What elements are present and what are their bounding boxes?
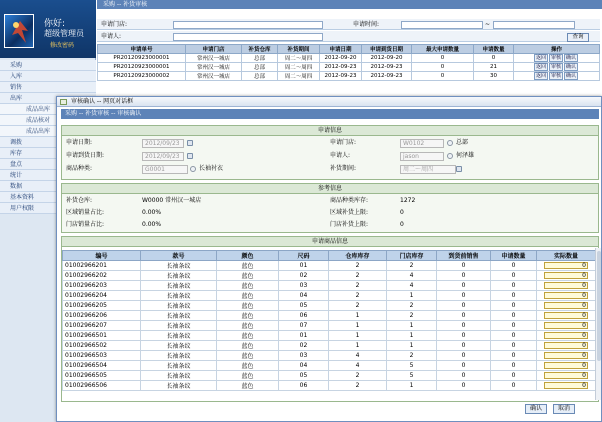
table-row bbox=[63, 351, 596, 361]
table-row bbox=[63, 321, 596, 331]
menu-item-data[interactable]: 数据 bbox=[0, 181, 96, 192]
chevron-down-icon[interactable] bbox=[456, 166, 462, 172]
actual-qty-input[interactable]: 0 bbox=[544, 312, 588, 319]
actual-qty-input[interactable]: 0 bbox=[544, 322, 588, 329]
apply-qty: 0 bbox=[491, 281, 537, 291]
table-row: PR20120923000001 常州汉一城店 总部 周二～周四 2012-09-20 2012-09-20 0 0 返回 审核 确认 bbox=[98, 54, 600, 63]
store-label: 申请门店: bbox=[101, 21, 128, 28]
color: 蓝色 bbox=[217, 281, 279, 291]
apply-info-header: 申请信息 bbox=[62, 126, 598, 136]
color: 蓝色 bbox=[217, 351, 279, 361]
warehouse-stock: 4 bbox=[329, 361, 387, 371]
size: 04 bbox=[279, 361, 329, 371]
confirm-row-button[interactable]: 确认 bbox=[566, 64, 577, 70]
col-header: 补货期间 bbox=[278, 45, 320, 54]
query-row-1 bbox=[97, 19, 600, 30]
size: 03 bbox=[279, 351, 329, 361]
warehouse-label: 补货仓库: bbox=[66, 197, 93, 204]
col-header: 仓库库存 bbox=[329, 251, 387, 261]
menu-item-basic-info[interactable]: 基本资料 bbox=[0, 192, 96, 203]
actual-qty-input[interactable]: 0 bbox=[544, 302, 588, 309]
style: 长袖条纹 bbox=[141, 281, 217, 291]
table-row bbox=[63, 311, 596, 321]
col-header: 到货前销售 bbox=[437, 251, 491, 261]
store-stock: 2 bbox=[387, 351, 437, 361]
menu-item-user-permission[interactable]: 用户权限 bbox=[0, 203, 96, 214]
style: 长袖条纹 bbox=[141, 361, 217, 371]
search-icon[interactable] bbox=[447, 153, 453, 159]
col-header: 颜色 bbox=[217, 251, 279, 261]
apply-qty: 0 bbox=[491, 381, 537, 391]
apply-qty: 0 bbox=[491, 351, 537, 361]
store-code-input[interactable]: W0102 bbox=[400, 139, 444, 148]
change-password-link[interactable]: 修改密码 bbox=[50, 42, 75, 49]
col-header: 编号 bbox=[63, 251, 141, 261]
store-stock: 2 bbox=[387, 311, 437, 321]
table-row bbox=[63, 331, 596, 341]
pre-arrival-sales: 0 bbox=[437, 301, 491, 311]
col-header: 款号 bbox=[141, 251, 217, 261]
col-header: 申请日期 bbox=[320, 45, 362, 54]
stock-value: 1272 bbox=[400, 197, 416, 204]
dialog-breadcrumb: 采购 -- 补货审核 -- 审核确认 bbox=[61, 109, 599, 119]
menu-item-stock[interactable]: 库存 bbox=[0, 148, 96, 159]
col-header: 申请单号 bbox=[98, 45, 186, 54]
applicant-name: 何泽雄 bbox=[456, 152, 475, 159]
actual-qty-input[interactable]: 0 bbox=[544, 362, 588, 369]
table-row bbox=[63, 281, 596, 291]
pre-arrival-sales: 0 bbox=[437, 261, 491, 271]
category-code-input[interactable]: G0001 bbox=[142, 165, 188, 174]
store-limit-value: 0 bbox=[400, 221, 404, 228]
store-stock: 2 bbox=[387, 301, 437, 311]
apply-qty: 0 bbox=[491, 291, 537, 301]
style: 长袖条纹 bbox=[141, 381, 217, 391]
style: 长袖条纹 bbox=[141, 321, 217, 331]
size: 04 bbox=[279, 291, 329, 301]
search-icon[interactable] bbox=[447, 140, 453, 146]
item-code: 01002966504 bbox=[63, 361, 141, 371]
color: 蓝色 bbox=[217, 381, 279, 391]
warehouse-value: W0000 常州汉一城店 bbox=[142, 197, 202, 204]
menu-item-sales[interactable]: 销售 bbox=[0, 82, 96, 93]
page-icon bbox=[60, 99, 67, 105]
style: 长袖条纹 bbox=[141, 331, 217, 341]
area-limit-value: 0 bbox=[400, 209, 404, 216]
color: 蓝色 bbox=[217, 301, 279, 311]
calendar-icon[interactable] bbox=[187, 153, 193, 159]
greeting-text: 你好: bbox=[44, 19, 66, 29]
category-name: 长袖衬衣 bbox=[199, 165, 224, 172]
time-start-input[interactable] bbox=[401, 21, 483, 29]
store-sales-value: 0.00% bbox=[142, 221, 162, 228]
color: 蓝色 bbox=[217, 271, 279, 281]
warehouse-stock: 2 bbox=[329, 381, 387, 391]
applicant-label: 申请人: bbox=[101, 33, 122, 40]
calendar-icon[interactable] bbox=[187, 140, 193, 146]
menu-sub-item[interactable]: 成品出库 bbox=[0, 104, 96, 115]
actual-qty-input[interactable]: 0 bbox=[544, 372, 588, 379]
review-button[interactable]: 审核 bbox=[550, 64, 561, 70]
item-code: 01002966505 bbox=[63, 371, 141, 381]
dialog-title: 审核确认 -- 网页对话框 bbox=[71, 98, 134, 105]
table-row bbox=[63, 341, 596, 351]
style: 长袖条纹 bbox=[141, 291, 217, 301]
col-header: 申请数量 bbox=[474, 45, 514, 54]
arrive-date-label: 申请到货日期: bbox=[66, 152, 105, 159]
col-header: 申请门店 bbox=[186, 45, 242, 54]
warehouse-stock: 2 bbox=[329, 291, 387, 301]
apply-date-input[interactable]: 2012/09/23 bbox=[142, 139, 184, 148]
store-stock: 5 bbox=[387, 371, 437, 381]
user-avatar bbox=[4, 14, 34, 48]
apply-qty: 0 bbox=[491, 271, 537, 281]
warehouse-stock: 1 bbox=[329, 311, 387, 321]
apply-info-panel bbox=[61, 125, 599, 180]
col-header: 门店库存 bbox=[387, 251, 437, 261]
menu-item-outbound[interactable]: 出库 bbox=[0, 93, 96, 104]
breadcrumb: 采购 -- 补货审核 bbox=[97, 0, 602, 9]
col-header: 申请数量 bbox=[491, 251, 537, 261]
applicant-input[interactable] bbox=[173, 33, 323, 41]
detail-scrollbar[interactable] bbox=[595, 248, 601, 400]
col-header: 补货仓库 bbox=[242, 45, 278, 54]
stock-label: 商品种类库存: bbox=[330, 197, 369, 204]
actual-qty-input[interactable]: 0 bbox=[544, 262, 588, 269]
review-button[interactable]: 审核 bbox=[550, 73, 561, 79]
period-label: 补货期间: bbox=[330, 165, 357, 172]
store-stock: 1 bbox=[387, 331, 437, 341]
store-stock: 4 bbox=[387, 271, 437, 281]
category-label: 商品种类: bbox=[66, 165, 93, 172]
item-code: 01002966503 bbox=[63, 351, 141, 361]
table-row bbox=[63, 261, 596, 271]
col-header: 操作 bbox=[514, 45, 600, 54]
pre-arrival-sales: 0 bbox=[437, 351, 491, 361]
store-stock: 4 bbox=[387, 281, 437, 291]
store-stock: 1 bbox=[387, 321, 437, 331]
color: 蓝色 bbox=[217, 291, 279, 301]
size: 06 bbox=[279, 311, 329, 321]
apply-qty: 0 bbox=[491, 371, 537, 381]
pre-arrival-sales: 0 bbox=[437, 321, 491, 331]
menu-sub-item[interactable]: 成品出库 bbox=[0, 126, 96, 137]
table-row bbox=[63, 301, 596, 311]
color: 蓝色 bbox=[217, 361, 279, 371]
size: 05 bbox=[279, 371, 329, 381]
apply-qty: 0 bbox=[491, 341, 537, 351]
confirm-button[interactable]: 确认 bbox=[525, 404, 547, 414]
item-code: 01002966205 bbox=[63, 301, 141, 311]
actual-qty-input[interactable]: 0 bbox=[544, 342, 588, 349]
col-header: 申请到货日期 bbox=[362, 45, 412, 54]
store-limit-label: 门店补货上限: bbox=[330, 221, 369, 228]
reference-panel bbox=[61, 183, 599, 233]
time-label: 申请时间: bbox=[353, 21, 380, 28]
store-input[interactable] bbox=[173, 21, 323, 29]
style: 长袖条纹 bbox=[141, 261, 217, 271]
detail-table bbox=[62, 250, 596, 391]
item-code: 01002966207 bbox=[63, 321, 141, 331]
time-sep: ~ bbox=[485, 21, 491, 28]
scrollbar-thumb[interactable] bbox=[597, 251, 601, 361]
size: 05 bbox=[279, 301, 329, 311]
style: 长袖条纹 bbox=[141, 271, 217, 281]
area-sales-label: 区域销量占比: bbox=[66, 209, 105, 216]
apply-qty: 0 bbox=[491, 301, 537, 311]
apply-qty: 0 bbox=[491, 321, 537, 331]
reference-header: 参考信息 bbox=[62, 184, 598, 194]
item-code: 01002966506 bbox=[63, 381, 141, 391]
actual-qty-input[interactable]: 0 bbox=[544, 292, 588, 299]
style: 长袖条纹 bbox=[141, 341, 217, 351]
return-button[interactable]: 返回 bbox=[535, 64, 546, 70]
cancel-button[interactable]: 取消 bbox=[553, 404, 575, 414]
applicant-code-input[interactable]: jason bbox=[400, 152, 444, 161]
confirm-row-button[interactable]: 确认 bbox=[566, 55, 577, 61]
warehouse-stock: 2 bbox=[329, 371, 387, 381]
item-code: 01002966202 bbox=[63, 271, 141, 281]
store-stock: 1 bbox=[387, 381, 437, 391]
menu-item-purchase[interactable]: 采购 bbox=[0, 60, 96, 71]
warehouse-stock: 2 bbox=[329, 281, 387, 291]
period-select[interactable]: 周二～周四 bbox=[400, 165, 456, 174]
return-button[interactable]: 返回 bbox=[535, 73, 546, 79]
item-code: 01002966204 bbox=[63, 291, 141, 301]
size: 06 bbox=[279, 381, 329, 391]
apply-qty: 0 bbox=[491, 361, 537, 371]
detail-header: 申请商品信息 bbox=[62, 237, 598, 247]
actual-qty-input[interactable]: 0 bbox=[544, 272, 588, 279]
color: 蓝色 bbox=[217, 321, 279, 331]
time-end-input[interactable] bbox=[493, 21, 575, 29]
size: 01 bbox=[279, 261, 329, 271]
table-row bbox=[63, 361, 596, 371]
size: 02 bbox=[279, 271, 329, 281]
pre-arrival-sales: 0 bbox=[437, 311, 491, 321]
warehouse-stock: 4 bbox=[329, 351, 387, 361]
color: 蓝色 bbox=[217, 341, 279, 351]
store-name: 总部 bbox=[456, 139, 469, 146]
actual-qty-input[interactable]: 0 bbox=[544, 352, 588, 359]
pre-arrival-sales: 0 bbox=[437, 371, 491, 381]
table-row bbox=[63, 271, 596, 281]
warehouse-stock: 1 bbox=[329, 341, 387, 351]
search-icon[interactable] bbox=[190, 166, 196, 172]
item-code: 01002966203 bbox=[63, 281, 141, 291]
apply-date-label: 申请日期: bbox=[66, 139, 93, 146]
menu-item-inventory[interactable]: 盘点 bbox=[0, 159, 96, 170]
style: 长袖条纹 bbox=[141, 301, 217, 311]
warehouse-stock: 1 bbox=[329, 321, 387, 331]
menu-sub-item[interactable]: 成品核对 bbox=[0, 115, 96, 126]
warehouse-stock: 2 bbox=[329, 261, 387, 271]
store-sales-label: 门店销量占比: bbox=[66, 221, 105, 228]
size: 01 bbox=[279, 331, 329, 341]
warehouse-stock: 2 bbox=[329, 301, 387, 311]
store-label: 申请门店: bbox=[330, 139, 357, 146]
size: 03 bbox=[279, 281, 329, 291]
col-header: 最大申请数量 bbox=[412, 45, 474, 54]
col-header: 实际数量 bbox=[537, 251, 596, 261]
menu-item-transfer[interactable]: 调拨 bbox=[0, 137, 96, 148]
table-row bbox=[63, 381, 596, 391]
menu-item-statistics[interactable]: 统计 bbox=[0, 170, 96, 181]
pre-arrival-sales: 0 bbox=[437, 361, 491, 371]
return-button[interactable]: 返回 bbox=[535, 55, 546, 61]
store-stock: 1 bbox=[387, 341, 437, 351]
item-code: 01002966502 bbox=[63, 341, 141, 351]
store-stock: 5 bbox=[387, 361, 437, 371]
warehouse-stock: 2 bbox=[329, 271, 387, 281]
table-row bbox=[63, 291, 596, 301]
menu-item-inbound[interactable]: 入库 bbox=[0, 71, 96, 82]
table-row bbox=[63, 371, 596, 381]
pre-arrival-sales: 0 bbox=[437, 331, 491, 341]
user-role: 超级管理员 bbox=[44, 29, 84, 38]
item-code: 01002966501 bbox=[63, 331, 141, 341]
style: 长袖条纹 bbox=[141, 371, 217, 381]
review-button[interactable]: 审核 bbox=[550, 55, 561, 61]
pre-arrival-sales: 0 bbox=[437, 271, 491, 281]
item-code: 01002966201 bbox=[63, 261, 141, 271]
actual-qty-input[interactable]: 0 bbox=[544, 282, 588, 289]
table-row: PR20120923000002 常州汉一城店 总部 周二～周四 2012-09-23 2012-09-23 0 30 返回 审核 确认 bbox=[98, 72, 600, 81]
applicant-label: 申请人: bbox=[330, 152, 351, 159]
actual-qty-input[interactable]: 0 bbox=[544, 382, 588, 389]
warehouse-stock: 1 bbox=[329, 331, 387, 341]
apply-qty: 0 bbox=[491, 311, 537, 321]
apply-qty: 0 bbox=[491, 331, 537, 341]
store-stock: 1 bbox=[387, 291, 437, 301]
item-code: 01002966206 bbox=[63, 311, 141, 321]
store-stock: 2 bbox=[387, 261, 437, 271]
arrive-date-input[interactable]: 2012/09/23 bbox=[142, 152, 184, 161]
color: 蓝色 bbox=[217, 331, 279, 341]
query-row-2 bbox=[97, 31, 600, 42]
pre-arrival-sales: 0 bbox=[437, 281, 491, 291]
dialog-titlebar bbox=[57, 97, 601, 107]
style: 长袖条纹 bbox=[141, 311, 217, 321]
size: 02 bbox=[279, 341, 329, 351]
size: 07 bbox=[279, 321, 329, 331]
area-limit-label: 区域补货上限: bbox=[330, 209, 369, 216]
area-sales-value: 0.00% bbox=[142, 209, 162, 216]
confirm-row-button[interactable]: 确认 bbox=[566, 73, 577, 79]
color: 蓝色 bbox=[217, 371, 279, 381]
table-row: PR20120923000001 常州汉一城店 总部 周二～周四 2012-09-23 2012-09-23 0 21 返回 审核 确认 bbox=[98, 63, 600, 72]
user-panel bbox=[0, 0, 96, 58]
col-header: 尺码 bbox=[279, 251, 329, 261]
query-button[interactable]: 查询 bbox=[567, 33, 589, 42]
apply-qty: 0 bbox=[491, 261, 537, 271]
pre-arrival-sales: 0 bbox=[437, 341, 491, 351]
actual-qty-input[interactable]: 0 bbox=[544, 332, 588, 339]
pre-arrival-sales: 0 bbox=[437, 381, 491, 391]
review-dialog bbox=[56, 96, 602, 422]
pre-arrival-sales: 0 bbox=[437, 291, 491, 301]
request-table bbox=[97, 44, 600, 81]
color: 蓝色 bbox=[217, 261, 279, 271]
color: 蓝色 bbox=[217, 311, 279, 321]
style: 长袖条纹 bbox=[141, 351, 217, 361]
